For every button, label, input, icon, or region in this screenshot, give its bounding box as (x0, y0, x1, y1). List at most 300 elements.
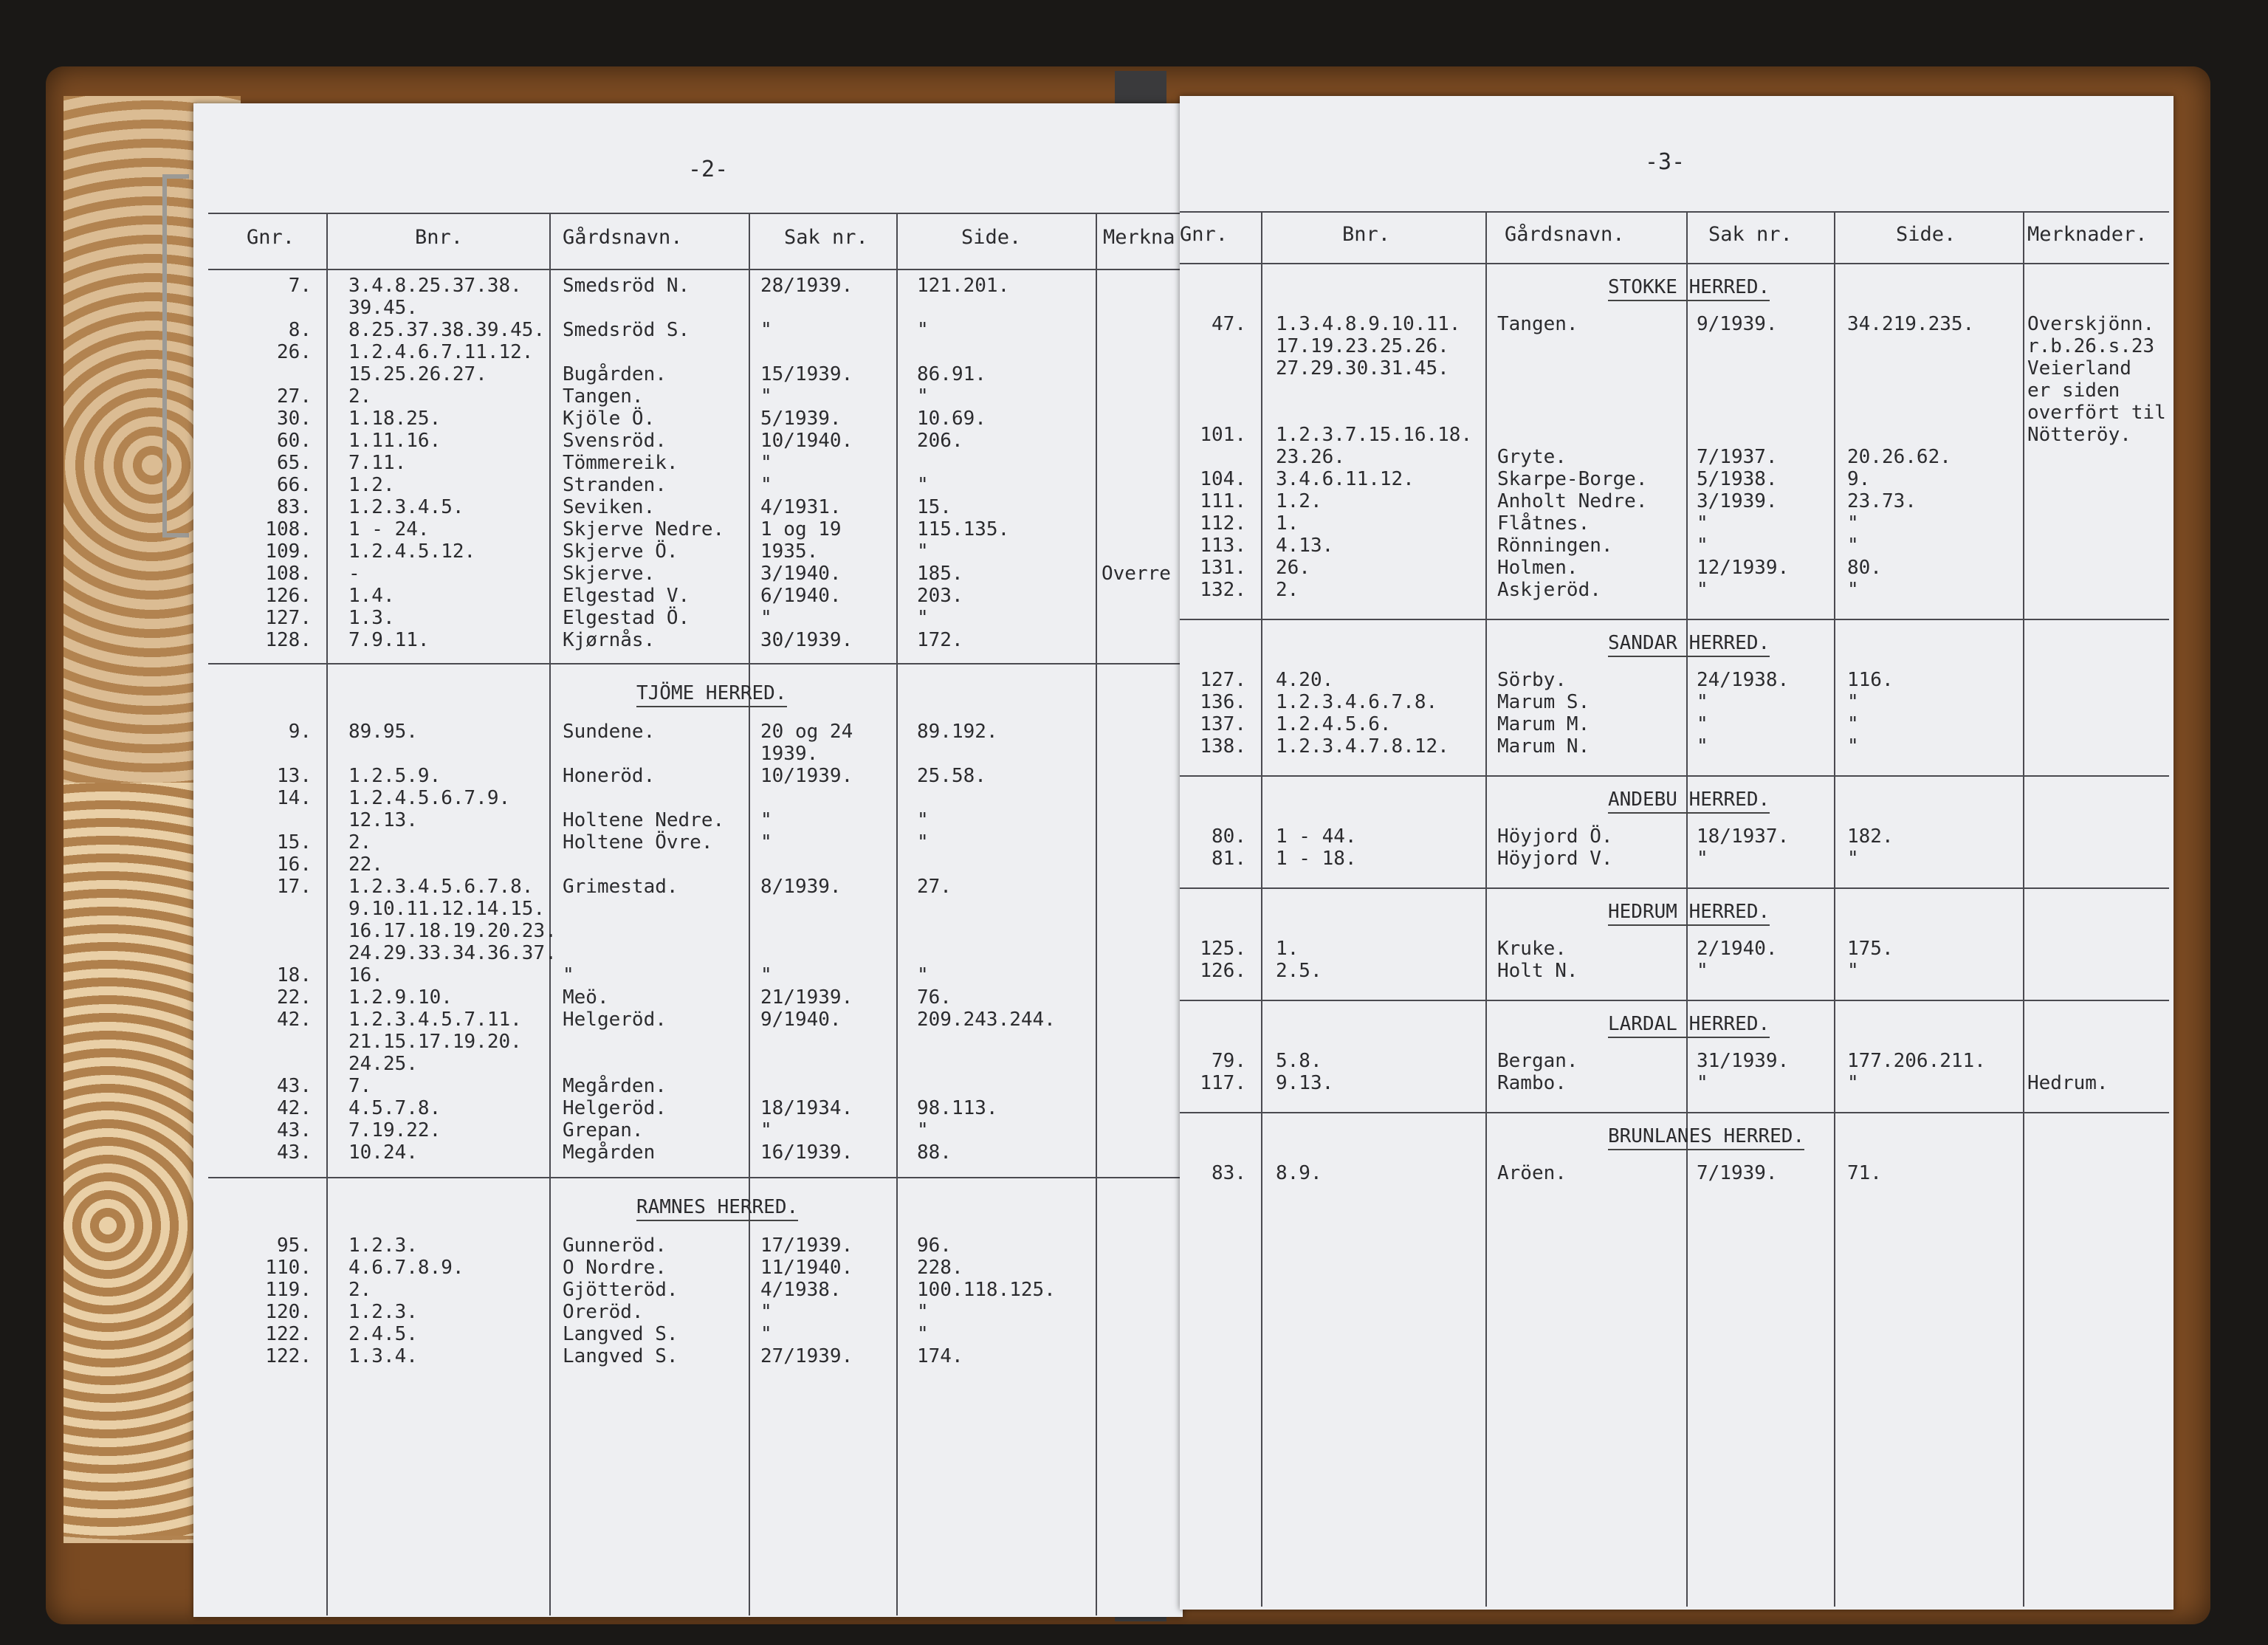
header-side: Side. (961, 226, 1022, 249)
sak-nr-cell: " (1697, 735, 1708, 758)
gardsnavn-cell: Smedsröd N. (563, 275, 690, 297)
bnr-cell: 39.45. (348, 297, 418, 319)
gardsnavn-cell: Höyjord Ö. (1497, 825, 1613, 848)
bnr-cell: 2. (348, 831, 372, 854)
side-cell: " (1847, 691, 1859, 713)
gardsnavn-cell: Skjerve Ö. (563, 540, 678, 563)
bnr-cell: 1 - 24. (348, 518, 430, 540)
gardsnavn-cell: Skjerve Nedre. (563, 518, 725, 540)
side-cell: " (1847, 960, 1859, 982)
sak-nr-cell: 8/1939. (760, 876, 842, 898)
sak-nr-cell: 27/1939. (760, 1345, 853, 1367)
sak-nr-cell: 3/1939. (1697, 490, 1778, 512)
page-number: -3- (1645, 149, 1685, 175)
bnr-cell: 1.2.4.6.7.11.12. (348, 341, 534, 363)
merknad-cell: Veierland (2027, 357, 2131, 380)
section-divider (208, 1177, 1183, 1178)
side-cell: 182. (1847, 825, 1894, 848)
sak-nr-cell: 30/1939. (760, 629, 853, 651)
gardsnavn-cell: Smedsröd S. (563, 319, 690, 341)
section-divider (1180, 887, 2169, 889)
left-page (193, 103, 1183, 1617)
side-cell: " (917, 1323, 929, 1345)
gardsnavn-cell: Tangen. (563, 385, 644, 408)
sak-nr-cell: 2/1940. (1697, 938, 1778, 960)
header-merknader: Merkna (1103, 226, 1175, 249)
sak-nr-cell: " (1697, 579, 1708, 601)
gnr-cell: 8. (288, 319, 312, 341)
sak-nr-cell: 5/1939. (760, 408, 842, 430)
gnr-cell: 127. (265, 607, 312, 629)
bracket-ornament (162, 174, 189, 538)
gnr-cell: 126. (1200, 960, 1246, 982)
merknad-cell: er siden (2027, 380, 2120, 402)
bnr-cell: 1.2. (348, 474, 395, 496)
gardsnavn-cell: Meö. (563, 986, 609, 1009)
gnr-cell: 111. (1200, 490, 1246, 512)
right-page (1180, 96, 2174, 1610)
side-cell: 100.118.125. (917, 1279, 1056, 1301)
bnr-cell: 7.9.11. (348, 629, 430, 651)
side-cell: 206. (917, 430, 963, 452)
bnr-cell: 1.2.5.9. (348, 765, 441, 787)
sak-nr-cell: " (1697, 691, 1708, 713)
gardsnavn-cell: Marum S. (1497, 691, 1590, 713)
gnr-cell: 127. (1200, 669, 1246, 691)
gardsnavn-cell: Aröen. (1497, 1162, 1567, 1184)
gnr-cell: 126. (265, 585, 312, 607)
gnr-cell: 80. (1212, 825, 1246, 848)
sak-nr-cell: " (1697, 848, 1708, 870)
sak-nr-cell: 7/1937. (1697, 446, 1778, 468)
gnr-cell: 9. (288, 721, 312, 743)
bnr-cell: 21.15.17.19.20. (348, 1031, 522, 1053)
bnr-cell: 7.19.22. (348, 1119, 441, 1141)
sak-nr-cell: " (760, 831, 772, 854)
bnr-cell: 24.29.33.34.36.37. (348, 942, 557, 964)
gnr-cell: 14. (277, 787, 312, 809)
side-cell: " (917, 831, 929, 854)
gardsnavn-cell: Megården (563, 1141, 656, 1164)
page-number: -2- (688, 157, 729, 182)
gardsnavn-cell: Skjerve. (563, 563, 656, 585)
bnr-cell: 12.13. (348, 809, 418, 831)
bnr-cell: 1.2.3. (348, 1301, 418, 1323)
gnr-cell: 108. (265, 563, 312, 585)
gnr-cell: 122. (265, 1323, 312, 1345)
side-cell: " (917, 474, 929, 496)
bnr-cell: 4.13. (1276, 535, 1334, 557)
sak-nr-cell: 1 og 19 (760, 518, 842, 540)
bnr-cell: 1.2. (1276, 490, 1322, 512)
sak-nr-cell: " (760, 964, 772, 986)
sak-nr-cell: " (760, 1323, 772, 1345)
sak-nr-cell: 1935. (760, 540, 819, 563)
sak-nr-cell: 3/1940. (760, 563, 842, 585)
sak-nr-cell: 20 og 24 (760, 721, 853, 743)
gnr-cell: 117. (1200, 1072, 1246, 1094)
gardsnavn-cell: Sundene. (563, 721, 656, 743)
gardsnavn-cell: Rambo. (1497, 1072, 1567, 1094)
gardsnavn-cell: Helgeröd. (563, 1009, 667, 1031)
herred-heading: STOKKE HERRED. (1608, 276, 1770, 301)
gardsnavn-cell: Seviken. (563, 496, 656, 518)
gardsnavn-cell: Bergan. (1497, 1050, 1578, 1072)
sak-nr-cell: " (1697, 512, 1708, 535)
gardsnavn-cell: Grimestad. (563, 876, 678, 898)
bnr-cell: 16. (348, 964, 383, 986)
herred-heading: LARDAL HERRED. (1608, 1013, 1770, 1038)
gnr-cell: 60. (277, 430, 312, 452)
bnr-cell: 3.4.6.11.12. (1276, 468, 1415, 490)
gnr-cell: 81. (1212, 848, 1246, 870)
bnr-cell: 1.2.9.10. (348, 986, 453, 1009)
sak-nr-cell: 4/1938. (760, 1279, 842, 1301)
gnr-cell: 27. (277, 385, 312, 408)
bnr-cell: 1.2.3.4.5.7.11. (348, 1009, 522, 1031)
gardsnavn-cell: Skarpe-Borge. (1497, 468, 1648, 490)
gardsnavn-cell: Holmen. (1497, 557, 1578, 579)
gardsnavn-cell: Langved S. (563, 1323, 678, 1345)
side-cell: " (917, 964, 929, 986)
side-cell: " (917, 1301, 929, 1323)
header-gnr: Gnr. (1180, 223, 1228, 246)
gnr-cell: 125. (1200, 938, 1246, 960)
gardsnavn-cell: Tangen. (1497, 313, 1578, 335)
sak-nr-cell: " (760, 474, 772, 496)
bnr-cell: 1.2.3.4.5.6.7.8. (348, 876, 534, 898)
bnr-cell: 26. (1276, 557, 1310, 579)
sak-nr-cell: 24/1938. (1697, 669, 1790, 691)
side-cell: " (1847, 512, 1859, 535)
bnr-cell: 1.2.3.4.5. (348, 496, 464, 518)
bnr-cell: 5.8. (1276, 1050, 1322, 1072)
header-gnr: Gnr. (247, 226, 295, 249)
merknad-cell: Nötteröy. (2027, 424, 2131, 446)
gnr-cell: 43. (277, 1141, 312, 1164)
bnr-cell: 4.20. (1276, 669, 1334, 691)
gnr-cell: 131. (1200, 557, 1246, 579)
side-cell: 86.91. (917, 363, 986, 385)
gnr-cell: 136. (1200, 691, 1246, 713)
gardsnavn-cell: Helgeröd. (563, 1097, 667, 1119)
gardsnavn-cell: Svensröd. (563, 430, 667, 452)
bnr-cell: 10.24. (348, 1141, 418, 1164)
side-cell: " (917, 809, 929, 831)
herred-heading: BRUNLANES HERRED. (1608, 1125, 1804, 1150)
gardsnavn-cell: Kjöle Ö. (563, 408, 656, 430)
gardsnavn-cell: Gjötteröd. (563, 1279, 678, 1301)
gnr-cell: 132. (1200, 579, 1246, 601)
bnr-cell: 1.18.25. (348, 408, 441, 430)
gardsnavn-cell: Stranden. (563, 474, 667, 496)
gnr-cell: 30. (277, 408, 312, 430)
side-cell: 203. (917, 585, 963, 607)
gardsnavn-cell: Gryte. (1497, 446, 1567, 468)
side-cell: " (917, 1119, 929, 1141)
gnr-cell: 95. (277, 1234, 312, 1257)
gnr-cell: 83. (277, 496, 312, 518)
gardsnavn-cell: Langved S. (563, 1345, 678, 1367)
herred-heading: TJÖME HERRED. (636, 682, 787, 707)
gnr-cell: 128. (265, 629, 312, 651)
gardsnavn-cell: Askjeröd. (1497, 579, 1601, 601)
bnr-cell: 2. (1276, 579, 1299, 601)
bnr-cell: 1.2.3.4.7.8.12. (1276, 735, 1449, 758)
gnr-cell: 113. (1200, 535, 1246, 557)
section-divider (1180, 619, 2169, 620)
sak-nr-cell: 16/1939. (760, 1141, 853, 1164)
section-divider (1180, 1112, 2169, 1113)
side-cell: " (917, 540, 929, 563)
header-side: Side. (1896, 223, 1956, 246)
sak-nr-cell: " (1697, 713, 1708, 735)
merknad-cell: Overskjönn. (2027, 313, 2155, 335)
gnr-cell: 83. (1212, 1162, 1246, 1184)
gardsnavn-cell: O Nordre. (563, 1257, 667, 1279)
side-cell: " (1847, 848, 1859, 870)
sak-nr-cell: " (760, 452, 772, 474)
gnr-cell: 109. (265, 540, 312, 563)
bnr-cell: 17.19.23.25.26. (1276, 335, 1449, 357)
side-cell: " (1847, 579, 1859, 601)
side-cell: 20.26.62. (1847, 446, 1951, 468)
side-cell: 88. (917, 1141, 952, 1164)
gardsnavn-cell: Holt N. (1497, 960, 1578, 982)
side-cell: " (917, 319, 929, 341)
gardsnavn-cell: Marum M. (1497, 713, 1590, 735)
side-cell: 175. (1847, 938, 1894, 960)
gnr-cell: 18. (277, 964, 312, 986)
side-cell: 177.206.211. (1847, 1050, 1986, 1072)
bnr-cell: 15.25.26.27. (348, 363, 487, 385)
bnr-cell: 8.9. (1276, 1162, 1322, 1184)
sak-nr-cell: " (760, 1301, 772, 1323)
bnr-cell: 1.2.3. (348, 1234, 418, 1257)
gardsnavn-cell: Anholt Nedre. (1497, 490, 1648, 512)
side-cell: " (1847, 535, 1859, 557)
gardsnavn-cell: Elgestad V. (563, 585, 690, 607)
gardsnavn-cell: Kjørnås. (563, 629, 656, 651)
sak-nr-cell: " (760, 385, 772, 408)
herred-heading: RAMNES HERRED. (636, 1196, 798, 1221)
gardsnavn-cell: Tömmereik. (563, 452, 678, 474)
sak-nr-cell: " (760, 319, 772, 341)
sak-nr-cell: 5/1938. (1697, 468, 1778, 490)
bnr-cell: 1.4. (348, 585, 395, 607)
gardsnavn-cell: Flåtnes. (1497, 512, 1590, 535)
bnr-cell: 24.25. (348, 1053, 418, 1075)
gardsnavn-cell: Sörby. (1497, 669, 1567, 691)
side-cell: 80. (1847, 557, 1882, 579)
gardsnavn-cell: Holtene Nedre. (563, 809, 725, 831)
bnr-cell: 1 - 44. (1276, 825, 1357, 848)
sak-nr-cell: " (1697, 960, 1708, 982)
bnr-cell: 8.25.37.38.39.45. (348, 319, 546, 341)
gnr-cell: 137. (1200, 713, 1246, 735)
gnr-cell: 22. (277, 986, 312, 1009)
bnr-cell: 2.5. (1276, 960, 1322, 982)
side-cell: 9. (1847, 468, 1871, 490)
bnr-cell: 7.11. (348, 452, 407, 474)
bnr-cell: 1.3.4.8.9.10.11. (1276, 313, 1461, 335)
header-bnr: Bnr. (415, 226, 464, 249)
gardsnavn-cell: Holtene Övre. (563, 831, 713, 854)
bnr-cell: 27.29.30.31.45. (1276, 357, 1449, 380)
side-cell: 115.135. (917, 518, 1010, 540)
gnr-cell: 15. (277, 831, 312, 854)
sak-nr-cell: " (760, 607, 772, 629)
gardsnavn-cell: Bugården. (563, 363, 667, 385)
gnr-cell: 120. (265, 1301, 312, 1323)
gnr-cell: 138. (1200, 735, 1246, 758)
bnr-cell: 3.4.8.25.37.38. (348, 275, 522, 297)
gardsnavn-cell: Honeröd. (563, 765, 656, 787)
bnr-cell: 2.4.5. (348, 1323, 418, 1345)
sak-nr-cell: 4/1931. (760, 496, 842, 518)
bnr-cell: 2. (348, 385, 372, 408)
sak-nr-cell: 9/1939. (1697, 313, 1778, 335)
gnr-cell: 101. (1200, 424, 1246, 446)
side-cell: 71. (1847, 1162, 1882, 1184)
sak-nr-cell: 17/1939. (760, 1234, 853, 1257)
section-divider (1180, 1000, 2169, 1001)
gnr-cell: 42. (277, 1009, 312, 1031)
gnr-cell: 112. (1200, 512, 1246, 535)
gardsnavn-cell: Elgestad Ö. (563, 607, 690, 629)
gnr-cell: 16. (277, 854, 312, 876)
sak-nr-cell: 9/1940. (760, 1009, 842, 1031)
bnr-cell: 1.3. (348, 607, 395, 629)
gardsnavn-cell: Kruke. (1497, 938, 1567, 960)
bnr-cell: - (348, 563, 360, 585)
side-cell: 98.113. (917, 1097, 998, 1119)
sak-nr-cell: 18/1937. (1697, 825, 1790, 848)
sak-nr-cell: 28/1939. (760, 275, 853, 297)
side-cell: 121.201. (917, 275, 1010, 297)
bnr-cell: 89.95. (348, 721, 418, 743)
sak-nr-cell: 10/1940. (760, 430, 853, 452)
bnr-cell: 1.2.4.5.6. (1276, 713, 1392, 735)
gardsnavn-cell: " (563, 964, 574, 986)
bnr-cell: 1.11.16. (348, 430, 441, 452)
merknad-cell: Hedrum. (2027, 1072, 2109, 1094)
sak-nr-cell: " (760, 809, 772, 831)
gnr-cell: 119. (265, 1279, 312, 1301)
gnr-cell: 43. (277, 1075, 312, 1097)
side-cell: 15. (917, 496, 952, 518)
side-cell: 209.243.244. (917, 1009, 1056, 1031)
bnr-cell: 16.17.18.19.20.23. (348, 920, 557, 942)
sak-nr-cell: 15/1939. (760, 363, 853, 385)
side-cell: 23.73. (1847, 490, 1917, 512)
side-cell: 228. (917, 1257, 963, 1279)
side-cell: 116. (1847, 669, 1894, 691)
side-cell: 172. (917, 629, 963, 651)
gnr-cell: 110. (265, 1257, 312, 1279)
gardsnavn-cell: Marum N. (1497, 735, 1590, 758)
bnr-cell: 1. (1276, 512, 1299, 535)
side-cell: " (1847, 713, 1859, 735)
bnr-cell: 1 - 18. (1276, 848, 1357, 870)
bnr-cell: 4.5.7.8. (348, 1097, 441, 1119)
sak-nr-cell: " (1697, 535, 1708, 557)
header-gardsnavn: Gårdsnavn. (563, 226, 683, 249)
side-cell: 185. (917, 563, 963, 585)
sak-nr-cell: 1939. (760, 743, 819, 765)
bnr-cell: 23.26. (1276, 446, 1345, 468)
bnr-cell: 1.3.4. (348, 1345, 418, 1367)
sak-nr-cell: 12/1939. (1697, 557, 1790, 579)
gnr-cell: 42. (277, 1097, 312, 1119)
bnr-cell: 7. (348, 1075, 372, 1097)
sak-nr-cell: " (1697, 1072, 1708, 1094)
gnr-cell: 122. (265, 1345, 312, 1367)
side-cell: 89.192. (917, 721, 998, 743)
side-cell: 25.58. (917, 765, 986, 787)
section-divider (1180, 775, 2169, 777)
side-cell: 96. (917, 1234, 952, 1257)
section-divider (208, 663, 1183, 664)
sak-nr-cell: 11/1940. (760, 1257, 853, 1279)
herred-heading: HEDRUM HERRED. (1608, 901, 1770, 926)
bnr-cell: 9.13. (1276, 1072, 1334, 1094)
bnr-cell: 1. (1276, 938, 1299, 960)
side-cell: 174. (917, 1345, 963, 1367)
gardsnavn-cell: Oreröd. (563, 1301, 644, 1323)
gnr-cell: 65. (277, 452, 312, 474)
gnr-cell: 13. (277, 765, 312, 787)
gnr-cell: 47. (1212, 313, 1246, 335)
header-sak-nr: Sak nr. (1708, 223, 1793, 246)
gnr-cell: 104. (1200, 468, 1246, 490)
header-merknader: Merknader. (2027, 223, 2148, 246)
bnr-cell: 22. (348, 854, 383, 876)
merknad-cell: Overre (1102, 563, 1171, 585)
gardsnavn-cell: Megården. (563, 1075, 667, 1097)
side-cell: 27. (917, 876, 952, 898)
header-sak-nr: Sak nr. (784, 226, 868, 249)
gnr-cell: 66. (277, 474, 312, 496)
sak-nr-cell: 21/1939. (760, 986, 853, 1009)
bnr-cell: 4.6.7.8.9. (348, 1257, 464, 1279)
sak-nr-cell: 31/1939. (1697, 1050, 1790, 1072)
sak-nr-cell: 6/1940. (760, 585, 842, 607)
side-cell: 10.69. (917, 408, 986, 430)
bnr-cell: 2. (348, 1279, 372, 1301)
gardsnavn-cell: Grepan. (563, 1119, 644, 1141)
bnr-cell: 9.10.11.12.14.15. (348, 898, 546, 920)
merknad-cell: r.b.26.s.23 (2027, 335, 2155, 357)
gnr-cell: 108. (265, 518, 312, 540)
header-gardsnavn: Gårdsnavn. (1505, 223, 1625, 246)
side-cell: 34.219.235. (1847, 313, 1975, 335)
gnr-cell: 43. (277, 1119, 312, 1141)
side-cell: 76. (917, 986, 952, 1009)
side-cell: " (1847, 735, 1859, 758)
side-cell: " (917, 607, 929, 629)
sak-nr-cell: 10/1939. (760, 765, 853, 787)
gardsnavn-cell: Rönningen. (1497, 535, 1613, 557)
herred-heading: ANDEBU HERRED. (1608, 789, 1770, 814)
bnr-cell: 1.2.4.5.12. (348, 540, 476, 563)
bnr-cell: 1.2.3.7.15.16.18. (1276, 424, 1473, 446)
bnr-cell: 1.2.4.5.6.7.9. (348, 787, 511, 809)
sak-nr-cell: " (760, 1119, 772, 1141)
gnr-cell: 79. (1212, 1050, 1246, 1072)
header-bnr: Bnr. (1342, 223, 1391, 246)
gnr-cell: 17. (277, 876, 312, 898)
